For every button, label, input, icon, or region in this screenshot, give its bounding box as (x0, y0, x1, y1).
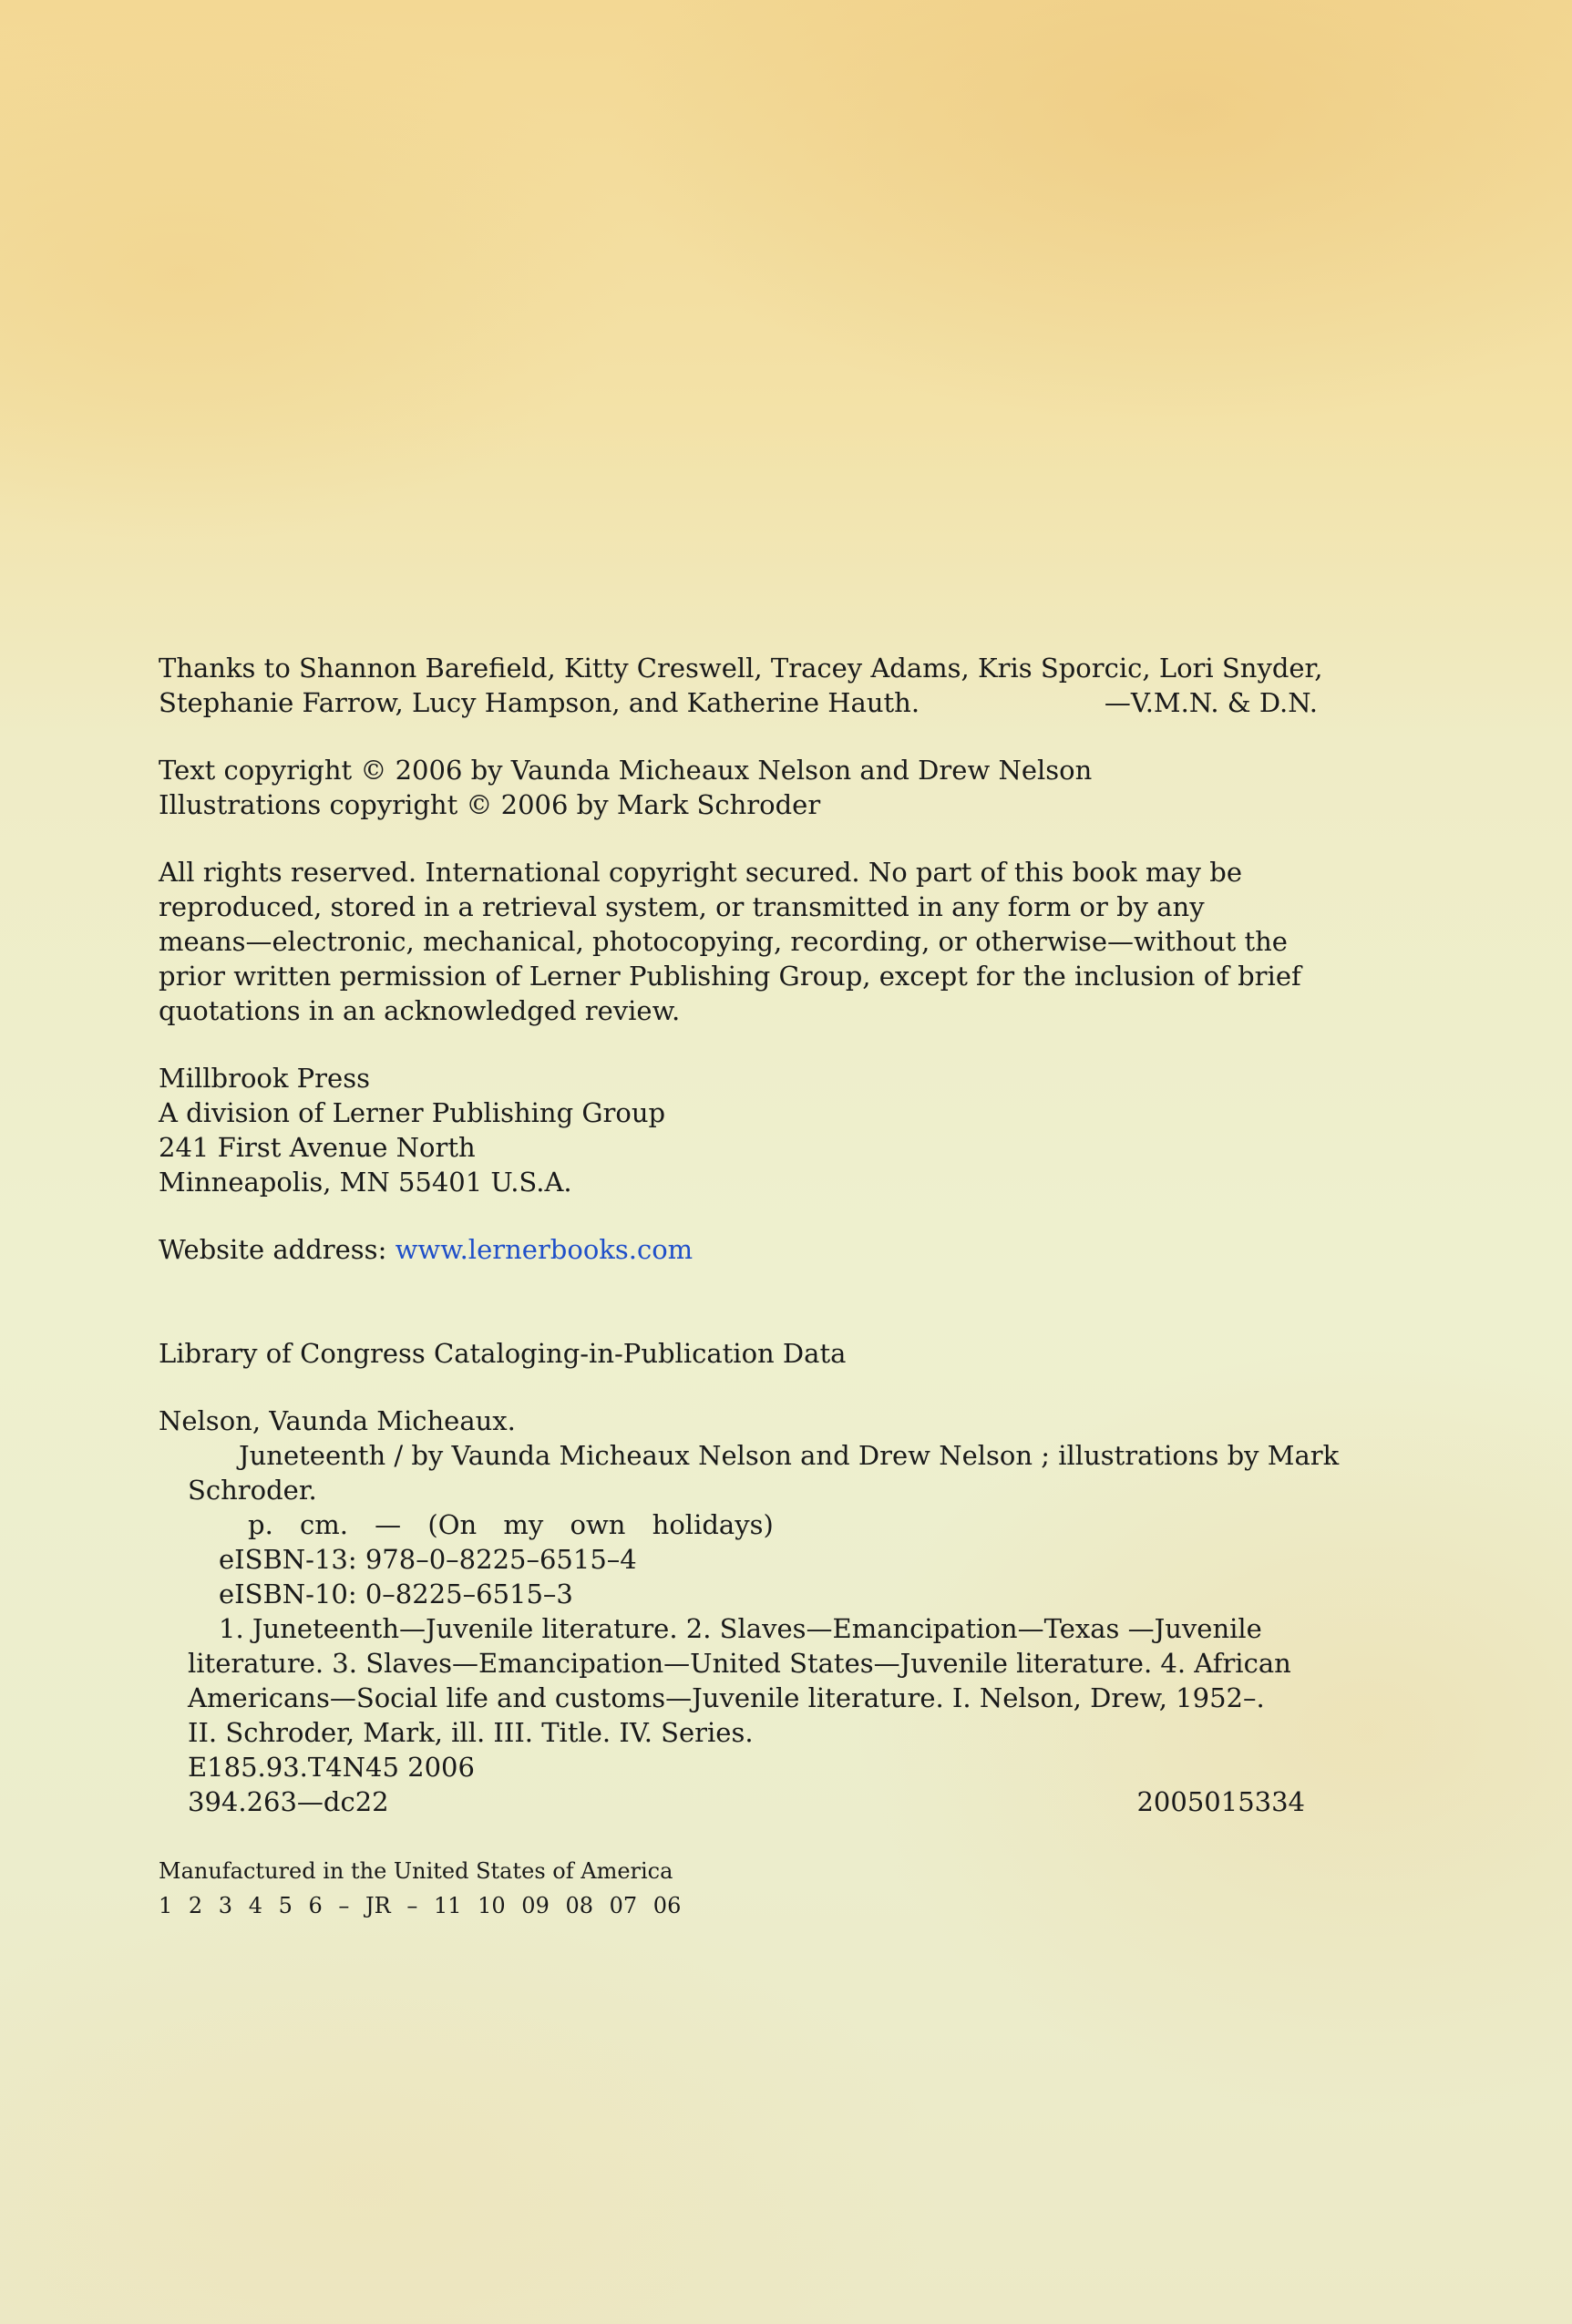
acknowledgments-line-2-row (159, 685, 1318, 720)
printing-line: 1 2 3 4 5 6 – JR – 11 10 09 08 07 06 (159, 1893, 682, 1918)
rights-line: All rights reserved. International copyright secured. No part of this book may be (159, 857, 1242, 888)
cip-heading: Library of Congress Cataloging-in-Publication Data (159, 1338, 847, 1369)
rights-line: prior written permission of Lerner Publishing Group, except for the inclusion of brief (159, 961, 1301, 992)
publisher-city: Minneapolis, MN 55401 U.S.A. (159, 1167, 572, 1198)
cip-author: Nelson, Vaunda Micheaux. (159, 1405, 516, 1436)
cip-dewey-row (159, 1784, 1318, 1819)
cip-subject-line: literature. 3. Slaves—Emancipation—United States—Juvenile literature. 4. African (188, 1648, 1291, 1679)
cip-title-line: Schroder. (188, 1475, 317, 1506)
acknowledgments (159, 651, 1323, 720)
rights-line: reproduced, stored in a retrieval system, or transmitted in any form or by any (159, 891, 1205, 922)
cip-lc-classification: E185.93.T4N45 2006 (188, 1752, 475, 1783)
rights-line: means—electronic, mechanical, photocopying, recording, or otherwise—without the (159, 926, 1288, 957)
cip-data (159, 1336, 1340, 1819)
cip-dewey: 394.263—dc22 (188, 1786, 389, 1817)
website-link[interactable]: www.lernerbooks.com (395, 1234, 694, 1265)
rights-line: quotations in an acknowledged review. (159, 995, 681, 1026)
cip-subject-line: II. Schroder, Mark, ill. III. Title. IV. Series. (188, 1717, 754, 1748)
manufacturing-line: Manufactured in the United States of America (159, 1858, 673, 1884)
cip-isbn-13: eISBN-13: 978–0–8225–6515–4 (219, 1544, 637, 1575)
cip-subject-line: Americans—Social life and customs—Juvenile literature. I. Nelson, Drew, 1952–. (188, 1682, 1265, 1713)
acknowledgments-line-2: Stephanie Farrow, Lucy Hampson, and Katherine Hauth. (159, 687, 920, 718)
publisher-name: Millbrook Press (159, 1063, 370, 1094)
cip-subject-line: 1. Juneteenth—Juvenile literature. 2. Slaves—Emancipation—Texas —Juvenile (219, 1613, 1262, 1644)
rights-statement (159, 855, 1318, 1028)
copyright-notice (159, 753, 1318, 822)
acknowledgments-signature: —V.M.N. & D.N. (1104, 687, 1318, 718)
website (159, 1232, 1318, 1267)
website-label: Website address: (159, 1234, 396, 1265)
website-line (159, 1232, 1318, 1267)
cip-physical-description: p. cm. — (On my own holidays) (248, 1509, 774, 1540)
publisher-address (159, 1061, 1318, 1199)
illustrations-copyright: Illustrations copyright © 2006 by Mark Schroder (159, 789, 821, 820)
publisher-street: 241 First Avenue North (159, 1132, 476, 1163)
cip-title-line: Juneteenth / by Vaunda Micheaux Nelson and Drew Nelson ; illustrations by Mark (239, 1440, 1340, 1471)
text-copyright: Text copyright © 2006 by Vaunda Micheaux Nelson and Drew Nelson (159, 755, 1093, 786)
acknowledgments-line-1: Thanks to Shannon Barefield, Kitty Creswell, Tracey Adams, Kris Sporcic, Lori Snyder, (159, 653, 1323, 684)
copyright-text-block (159, 651, 1340, 1923)
cip-lccn: 2005015334 (1136, 1786, 1305, 1817)
manufacturing-info (159, 1854, 1318, 1923)
publisher-division: A division of Lerner Publishing Group (159, 1097, 666, 1128)
cip-isbn-10: eISBN-10: 0–8225–6515–3 (219, 1578, 573, 1609)
